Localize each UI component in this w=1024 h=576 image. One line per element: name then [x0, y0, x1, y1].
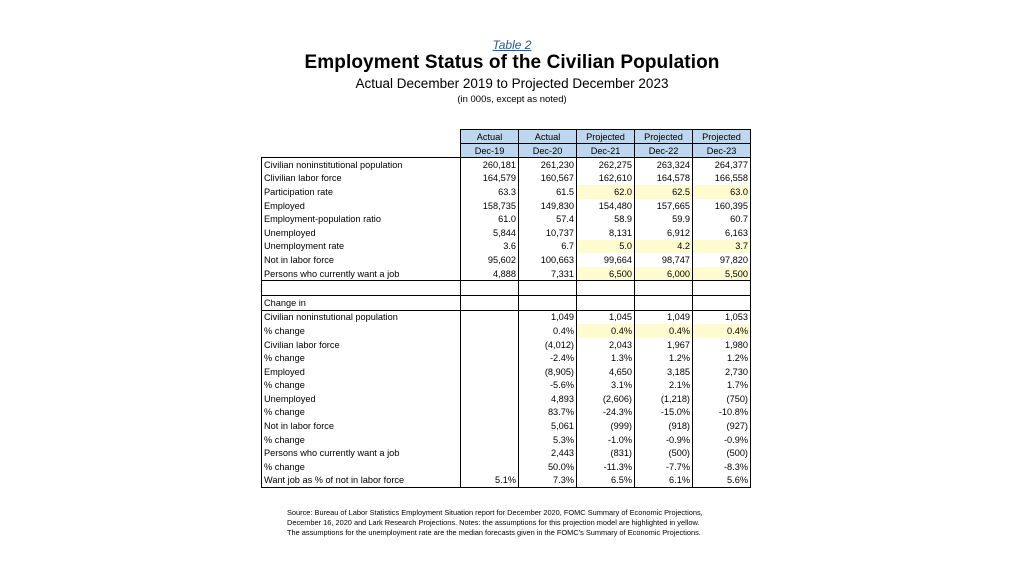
table-cell — [461, 324, 519, 338]
employment-table — [261, 129, 751, 488]
table-cell: 1,049 — [519, 310, 577, 324]
table-row — [262, 474, 751, 488]
row-label: Participation rate — [262, 185, 461, 199]
table-row — [262, 199, 751, 213]
table-cell: (4,012) — [519, 338, 577, 352]
table-cell: 2,443 — [519, 446, 577, 460]
table-cell: 5.1% — [461, 474, 519, 488]
table-cell — [461, 446, 519, 460]
table-row — [262, 310, 751, 324]
column-header: Actual — [519, 130, 577, 144]
column-header: Projected — [693, 130, 751, 144]
table-row — [262, 406, 751, 420]
table-cell: 157,665 — [635, 199, 693, 213]
table-cell: (500) — [635, 446, 693, 460]
table-cell: (8,905) — [519, 365, 577, 379]
table-cell: 6,912 — [635, 226, 693, 240]
table-cell: (999) — [577, 419, 635, 433]
table-cell: 6,163 — [693, 226, 751, 240]
table-cell: 160,567 — [519, 172, 577, 186]
column-header: Actual — [461, 130, 519, 144]
table-cell: 7,331 — [519, 267, 577, 281]
table-cell: -11.3% — [577, 460, 635, 474]
table-cell: 4.2 — [635, 240, 693, 254]
table-cell: 95,602 — [461, 253, 519, 267]
table-cell: 3.7 — [693, 240, 751, 254]
table-cell: 62.5 — [635, 185, 693, 199]
table-cell: 4,650 — [577, 365, 635, 379]
table-cell: -24.3% — [577, 406, 635, 420]
row-label: Want job as % of not in labor force — [262, 474, 461, 488]
table-cell: 63.0 — [693, 185, 751, 199]
table-cell: 61.5 — [519, 185, 577, 199]
table-cell: 3.6 — [461, 240, 519, 254]
table-cell: -10.8% — [693, 406, 751, 420]
table-cell: 8,131 — [577, 226, 635, 240]
table-cell: 50.0% — [519, 460, 577, 474]
table-row — [262, 185, 751, 199]
row-label: Unemployed — [262, 392, 461, 406]
row-label: Unemployed — [262, 226, 461, 240]
row-label: Employment-population ratio — [262, 212, 461, 226]
source-line: The assumptions for the unemployment rate are the median forecasts given in the FOMC's Summary of Economic Projections. — [287, 528, 701, 537]
row-label: % change — [262, 433, 461, 447]
row-label: % change — [262, 324, 461, 338]
row-label: Not in labor force — [262, 419, 461, 433]
table-cell: 4,888 — [461, 267, 519, 281]
table-cell: 261,230 — [519, 158, 577, 172]
table-cell: 2,730 — [693, 365, 751, 379]
column-header: Dec-19 — [461, 144, 519, 158]
table-cell: -5.6% — [519, 379, 577, 393]
table-cell: 97,820 — [693, 253, 751, 267]
table-cell: 5,844 — [461, 226, 519, 240]
source-note — [287, 508, 797, 538]
table-row — [262, 172, 751, 186]
table-cell: 63.3 — [461, 185, 519, 199]
table-cell: 6,000 — [635, 267, 693, 281]
table-row — [262, 226, 751, 240]
table-cell: 160,395 — [693, 199, 751, 213]
row-label: % change — [262, 379, 461, 393]
table-row — [262, 433, 751, 447]
table-cell: 6.7 — [519, 240, 577, 254]
table-cell: 1.2% — [635, 351, 693, 365]
table-cell: 4,893 — [519, 392, 577, 406]
table-cell: 166,558 — [693, 172, 751, 186]
table-cell: (927) — [693, 419, 751, 433]
table-cell: 59.9 — [635, 212, 693, 226]
table-cell: -0.9% — [635, 433, 693, 447]
table-cell: 100,663 — [519, 253, 577, 267]
table-cell: 164,578 — [635, 172, 693, 186]
table-cell — [461, 460, 519, 474]
table-cell: 0.4% — [635, 324, 693, 338]
table-cell: 6,500 — [577, 267, 635, 281]
table-cell: 3,185 — [635, 365, 693, 379]
table-row — [262, 158, 751, 172]
table-cell: 2.1% — [635, 379, 693, 393]
table-cell: 264,377 — [693, 158, 751, 172]
table-cell: -7.7% — [635, 460, 693, 474]
table-row — [262, 351, 751, 365]
table-cell: (2,606) — [577, 392, 635, 406]
column-header: Dec-23 — [693, 144, 751, 158]
row-label: Not in labor force — [262, 253, 461, 267]
source-line: December 16, 2020 and Lark Research Projections. Notes: the assumptions for this projection model are highlighted in yellow. — [287, 518, 700, 527]
table-cell: 98,747 — [635, 253, 693, 267]
table-cell — [461, 419, 519, 433]
table-row — [262, 240, 751, 254]
table-cell: 5,500 — [693, 267, 751, 281]
table-cell: 263,324 — [635, 158, 693, 172]
table-cell: 5,061 — [519, 419, 577, 433]
row-label: % change — [262, 460, 461, 474]
page-title: Employment Status of the Civilian Population — [304, 52, 720, 73]
table-cell: 1.7% — [693, 379, 751, 393]
table-cell: 164,579 — [461, 172, 519, 186]
table-cell: (1,218) — [635, 392, 693, 406]
table-row — [262, 253, 751, 267]
table-cell: 5.6% — [693, 474, 751, 488]
row-label: Persons who currently want a job — [262, 446, 461, 460]
row-label: Employed — [262, 365, 461, 379]
table-cell: 58.9 — [577, 212, 635, 226]
column-header: Projected — [577, 130, 635, 144]
table-cell: 10,737 — [519, 226, 577, 240]
table-cell: 158,735 — [461, 199, 519, 213]
table-cell — [461, 379, 519, 393]
table-cell: -0.9% — [693, 433, 751, 447]
table-cell: 2,043 — [577, 338, 635, 352]
table-cell: -8.3% — [693, 460, 751, 474]
table-cell: 154,480 — [577, 199, 635, 213]
table-cell: 260,181 — [461, 158, 519, 172]
column-header: Dec-20 — [519, 144, 577, 158]
table-cell — [461, 338, 519, 352]
table-cell: 3.1% — [577, 379, 635, 393]
table-row — [262, 392, 751, 406]
table-cell: 60.7 — [693, 212, 751, 226]
row-label: Clivilian labor force — [262, 172, 461, 186]
table-caption: Table 2 — [492, 38, 532, 52]
table-cell: 162,610 — [577, 172, 635, 186]
column-header: Dec-22 — [635, 144, 693, 158]
table-cell: 62.0 — [577, 185, 635, 199]
table-cell: 1,967 — [635, 338, 693, 352]
table-cell: (831) — [577, 446, 635, 460]
table-cell: 1,980 — [693, 338, 751, 352]
table-cell: (500) — [693, 446, 751, 460]
table-row — [262, 338, 751, 352]
table-row — [262, 267, 751, 281]
table-cell: 1.3% — [577, 351, 635, 365]
row-label: Persons who currently want a job — [262, 267, 461, 281]
table-cell: 99,664 — [577, 253, 635, 267]
row-label: Civilian labor force — [262, 338, 461, 352]
table-cell: 1.2% — [693, 351, 751, 365]
table-cell: 5.3% — [519, 433, 577, 447]
table-row — [262, 446, 751, 460]
units-note: (in 000s, except as noted) — [457, 94, 567, 105]
section-label: Change in — [262, 295, 461, 310]
table-row — [262, 460, 751, 474]
table-cell — [461, 310, 519, 324]
table-cell: (918) — [635, 419, 693, 433]
table-cell: 6.5% — [577, 474, 635, 488]
table-cell — [461, 351, 519, 365]
table-cell: 0.4% — [519, 324, 577, 338]
column-header: Dec-21 — [577, 144, 635, 158]
section-header-row — [262, 295, 751, 310]
row-label: % change — [262, 351, 461, 365]
table-row — [262, 212, 751, 226]
source-line: Source: Bureau of Labor Statistics Employment Situation report for December 2020, FOMC Summary of Economic Projections, — [287, 508, 703, 517]
table-cell — [461, 365, 519, 379]
table-cell: 262,275 — [577, 158, 635, 172]
table-cell: 1,053 — [693, 310, 751, 324]
table-cell: 57.4 — [519, 212, 577, 226]
header-row-bottom — [262, 144, 751, 158]
table-cell: 0.4% — [693, 324, 751, 338]
header-row-top — [262, 130, 751, 144]
table-cell — [461, 392, 519, 406]
row-label: Civilian noninstitutional population — [262, 158, 461, 172]
table-row — [262, 324, 751, 338]
table-cell: 61.0 — [461, 212, 519, 226]
table-cell: 6.1% — [635, 474, 693, 488]
table-cell: 7.3% — [519, 474, 577, 488]
page-subtitle: Actual December 2019 to Projected December 2023 — [355, 76, 669, 91]
column-header: Projected — [635, 130, 693, 144]
table-row — [262, 365, 751, 379]
table-row — [262, 419, 751, 433]
table-cell: 0.4% — [577, 324, 635, 338]
table-cell: 83.7% — [519, 406, 577, 420]
spacer-row — [262, 281, 751, 296]
row-label: Unemployment rate — [262, 240, 461, 254]
table-cell: (750) — [693, 392, 751, 406]
table-cell — [461, 433, 519, 447]
table-cell: -2.4% — [519, 351, 577, 365]
table-row — [262, 379, 751, 393]
row-label: Civilian noninstutional population — [262, 310, 461, 324]
table-cell: 149,830 — [519, 199, 577, 213]
table-cell: -15.0% — [635, 406, 693, 420]
row-label: Employed — [262, 199, 461, 213]
table-cell: -1.0% — [577, 433, 635, 447]
table-cell: 5.0 — [577, 240, 635, 254]
table-cell: 1,045 — [577, 310, 635, 324]
table-cell: 1,049 — [635, 310, 693, 324]
table-cell — [461, 406, 519, 420]
row-label: % change — [262, 406, 461, 420]
